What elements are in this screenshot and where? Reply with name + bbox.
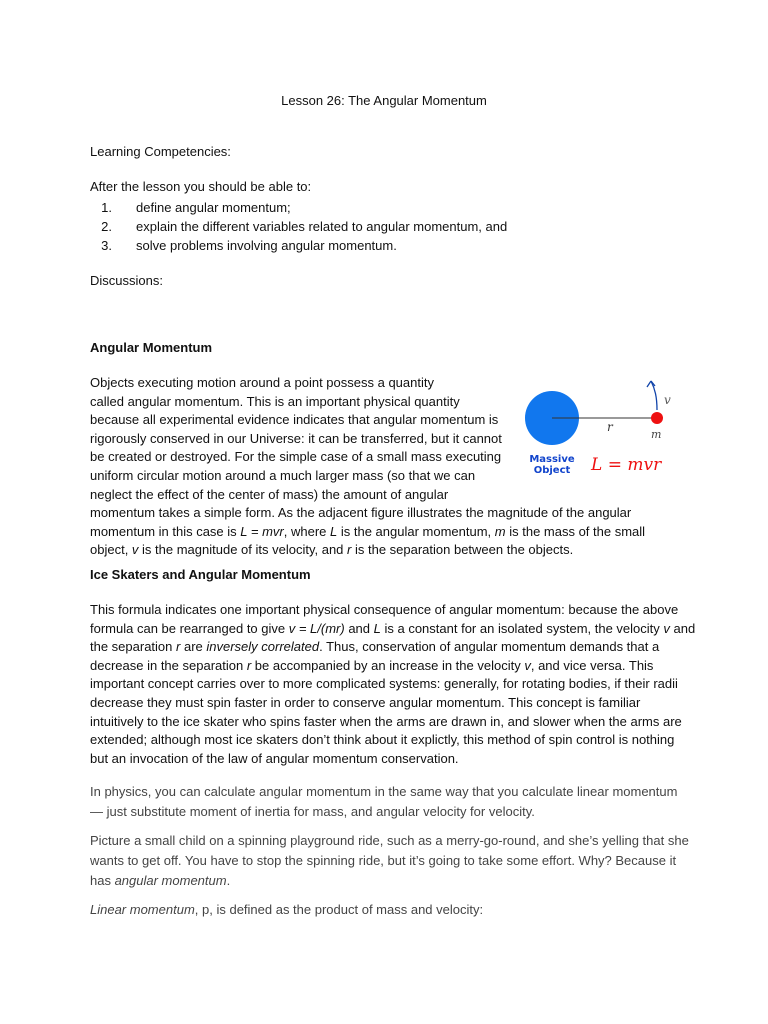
angular-momentum-figure xyxy=(518,375,678,485)
paragraph-line: In physics, you can calculate angular momentum in the same way that you calculate linear momentum xyxy=(90,784,678,799)
paragraph-line: object, v is the magnitude of its velocity, and r is the separation between the objects. xyxy=(90,542,574,558)
paragraph-line: momentum in this case is L = mvr, where L is the angular momentum, m is the mass of the small xyxy=(90,523,646,539)
physics-paragraph xyxy=(90,782,677,822)
paragraph-line: wants to get off. You have to stop the spinning ride, but it’s going to take some effort. Why? Because it xyxy=(90,853,677,868)
page-title: Lesson 26: The Angular Momentum xyxy=(281,93,487,108)
list-number: 3. xyxy=(101,238,112,253)
paragraph-line: This formula indicates one important physical consequence of angular momentum: because the above xyxy=(90,602,679,617)
paragraph-line: because all experimental evidence indicates that angular momentum is xyxy=(90,412,499,428)
list-number: 2. xyxy=(101,219,112,234)
separation-label: r xyxy=(607,420,613,434)
paragraph-line: momentum takes a simple form. As the adjacent figure illustrates the magnitude of the angular xyxy=(90,505,632,521)
intro-text: After the lesson you should be able to: xyxy=(90,179,312,194)
discussions-heading: Discussions: xyxy=(90,273,163,288)
paragraph-line: neglect the effect of the center of mass) the amount of angular xyxy=(90,486,449,502)
paragraph-line: important concept carries over to more complicated systems: generally, for rotating bodies, if their radii xyxy=(90,676,678,692)
paragraph-line: rigorously conserved in our Universe: it can be transferred, but it cannot xyxy=(90,430,502,446)
list-item xyxy=(90,236,507,255)
list-text: solve problems involving angular momentum. xyxy=(136,238,397,253)
paragraph-line: Objects executing motion around a point possess a quantity xyxy=(90,375,434,390)
paragraph-line: the separation r are inversely correlated. Thus, conservation of angular momentum demands that a xyxy=(90,639,660,655)
paragraph-line: uniform circular motion around a much larger mass (so that we can xyxy=(90,467,476,483)
paragraph-line: formula can be rearranged to give v = L/(mr) and L is a constant for an isolated system, the velocity v and xyxy=(90,620,696,636)
paragraph-line: decrease in the separation r be accompanied by an increase in the velocity v, and vice versa. This xyxy=(90,657,654,673)
mass-label: m xyxy=(651,428,662,441)
paragraph-line: called angular momentum. This is an important physical quantity xyxy=(90,393,460,409)
angular-momentum-heading: Angular Momentum xyxy=(90,340,213,355)
paragraph-line: intuitively to the ice skater who spins faster when the arms are drawn in, and slower when the arms are xyxy=(90,713,682,729)
list-item xyxy=(90,217,507,236)
list-number: 1. xyxy=(101,200,112,215)
paragraph-line: but an invocation of the law of angular momentum conservation. xyxy=(90,750,459,766)
formula-label: L = mvr xyxy=(591,455,662,475)
list-text: define angular momentum; xyxy=(136,200,291,215)
object-label: Object xyxy=(533,465,571,476)
small-mass-circle xyxy=(651,412,663,424)
merry-go-round-paragraph xyxy=(90,831,689,891)
massive-label: Massive xyxy=(529,454,575,465)
linear-momentum-paragraph: Linear momentum, p, is defined as the product of mass and velocity: xyxy=(90,902,484,917)
paragraph-line: be created or destroyed. For the simple case of a small mass executing xyxy=(90,449,502,465)
ice-skaters-paragraph xyxy=(90,601,695,768)
paragraph-line: decrease they must spin faster in order to conserve angular momentum. This concept is familiar xyxy=(90,694,641,710)
paragraph-line: has angular momentum. xyxy=(90,873,231,888)
paragraph-line: extended; although most ice skaters don’t think about it explictly, this method of spin control is nothing xyxy=(90,732,675,748)
objectives-list xyxy=(90,198,507,255)
list-item xyxy=(90,198,507,217)
paragraph-line: — just substitute moment of inertia for mass, and angular velocity for velocity. xyxy=(90,804,535,819)
velocity-label: v xyxy=(664,393,671,407)
list-text: explain the different variables related to angular momentum, and xyxy=(136,219,508,234)
ice-skaters-heading: Ice Skaters and Angular Momentum xyxy=(90,567,311,582)
learning-competencies-heading: Learning Competencies: xyxy=(90,144,231,159)
paragraph-line: Picture a small child on a spinning playground ride, such as a merry-go-round, and she’s yelling that she xyxy=(90,833,689,848)
